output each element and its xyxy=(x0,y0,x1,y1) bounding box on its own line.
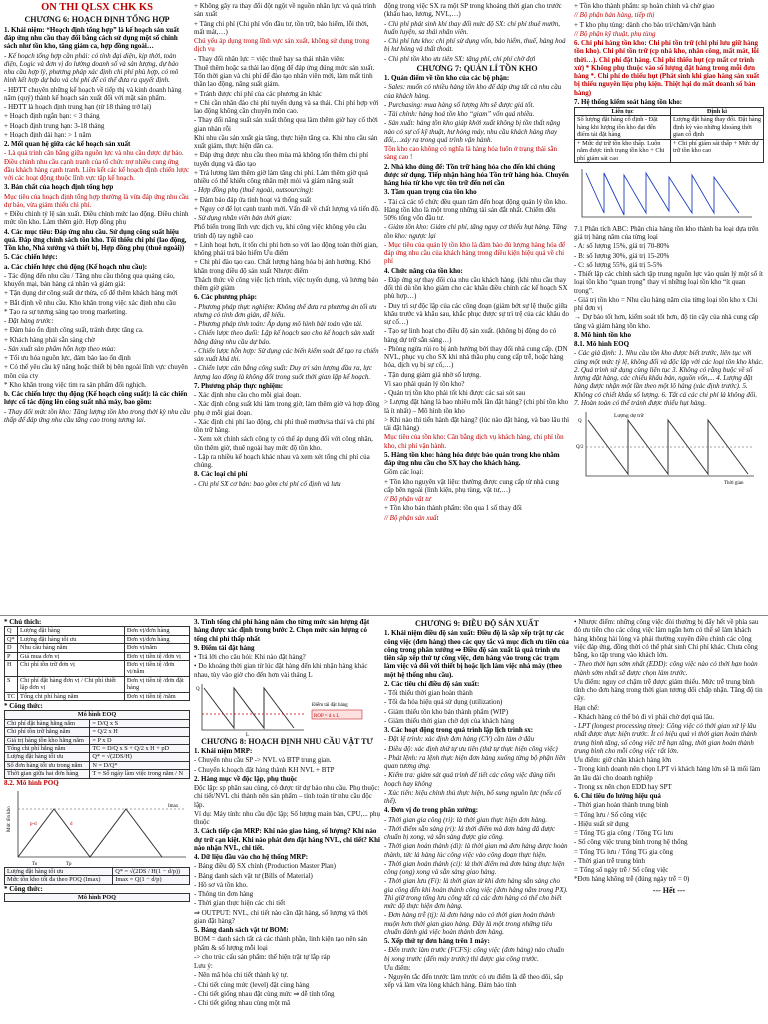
text-line: • Trả lời cho câu hỏi: Khi nào đặt hàng? xyxy=(194,653,306,661)
text-line: - Purchasing: mua hàng số lượng lớn sẽ được giá tốt. xyxy=(384,100,535,109)
text-line: - Quản trị tồn kho phải tốt khi được các sai sót sau xyxy=(384,389,526,398)
text-line: - Tận dụng giảm giá nhờ số lượng. xyxy=(384,370,482,379)
text-line: - Chi phí lưu kho: chi phí sử dụng vốn, bảo hiểm, thuế, hàng hoá bị hư hỏng và thất thoát. xyxy=(384,37,566,54)
text-line: - Số công việc trung bình trong hệ thống xyxy=(574,838,688,847)
text-line: - Đáp ứng sự thay đổi của nhu cầu khách hàng. (khi nhu cầu thay đổi thì dù tồn kho giảm cho các khâu điều chỉnh các kế hoạch SX phù hợp…) xyxy=(384,275,568,301)
chapter-8-heading: CHƯƠNG 8: HOẠCH ĐỊNH NHU CẦU VẬT TƯ xyxy=(201,736,373,746)
bottom-column-4 xyxy=(574,618,764,1022)
inventory-costs xyxy=(574,2,764,106)
text-line: - Tài chính: hàng hoá tồn kho “giam” vốn quá nhiều. xyxy=(384,110,535,119)
text-line: Hạn chế: xyxy=(574,703,600,712)
text-line: - Kiểm tra: giám sát quá trình để tiết các công việc đúng tiến hoạch hay không xyxy=(384,771,556,788)
text-line: = Tổng số ngày trễ / Số công việc xyxy=(574,866,669,874)
poq-chart xyxy=(4,787,190,867)
text-line: Thuê thêm hoặc sa thải lao động để đáp ứng đúng mức sản xuất. Tốn thời gian và chi phí để đào tạo nhân viên mới, làm mất tinh thần lao động, năng suất giảm. xyxy=(194,63,375,89)
table-header: Liên tục xyxy=(575,108,671,116)
text-line: - Chi tiết cùng mức (level) đặt cùng hàng xyxy=(194,980,310,989)
text-line: - Là quá trình cân bằng giữa nguồn lực và nhu cầu được dự báo. Điều chỉnh nhu cầu cạnh tranh của tổ chức trợ nhiều cung ứng đầu khách hàng cạnh tranh. Liên kết các kế hoạch định chiến lược với các hoạt động thuộc lĩnh vực tập kế hoạch. xyxy=(4,149,189,183)
text-line: - Xác định nhu cầu cho mỗi giai đoạn. xyxy=(194,391,302,399)
table-cell: P xyxy=(5,652,18,660)
text-line: Chú yếu áp dụng trong lĩnh vực sản xuất, không sử dụng trong dịch vụ xyxy=(194,37,370,54)
table-header: Mô hình POQ xyxy=(5,894,190,902)
rop-lead: L xyxy=(246,732,250,736)
table-cell: Chi phí tồn trữ hằng năm xyxy=(5,728,90,736)
table-cell: Đơn vị tiền tệ /đơn vị/năm xyxy=(124,660,189,676)
text-line: - Bảng danh sách vật tư (Bills of Material) xyxy=(194,871,313,880)
text-line: + Hoạch định ngắn hạn: < 3 tháng xyxy=(4,112,100,121)
text-line: - HĐTT chuyên những kế hoạch về tiếp thị và kinh doanh hàng năm (quý) thành kế hoạch sản xuất đối với mặt sản phẩm. xyxy=(4,85,182,102)
text-line: - Thiết lập các chính sách tập trung nguồn lực vào quản lý một số ít loại tồn kho “quan trọng” thay vì những loại tồn kho “ít quan trọng”. xyxy=(574,270,763,295)
reorder-point-text xyxy=(194,618,380,679)
column-3 xyxy=(384,2,570,614)
table-cell: Chi phí tồn trữ đơn vị xyxy=(18,660,125,676)
text-line: > Khi nào thì tiến hành đặt hàng? (lúc nào đặt hàng, và bao lâu thì tái đặt hàng) xyxy=(384,415,570,433)
table-cell: TC = D/Q x S + Q/2 x H + pD xyxy=(90,744,190,752)
formulas-title: * Công thức: xyxy=(4,702,43,711)
chart-xlabel: Thời gian xyxy=(724,481,744,487)
text-line: - Trong sx nên chọn EDD hay SPT xyxy=(574,782,672,791)
text-line: Ưu điểm: nguy cơ chậm trễ được giảm thiểu. Mức trễ trung bình tính cho đơn hàng trong thời gian tương đối chấp nhận. Tăng độ tin cậy. xyxy=(574,677,763,703)
text-line: + Bắt định về nhu cầu. Kho khăn trong việc xác định nhu cầu xyxy=(4,298,176,307)
text-line: 6. Chỉ tiêu đo lường hiệu quả xyxy=(574,792,661,800)
text-line: - Đặt lệ trình: xác định đơn hàng (CV) cần làm ở đâu xyxy=(384,735,535,744)
text-line: - Thời điểm sẵn sàng (ri): là thời điểm mà đơn hàng đã được chuẩn bị xong, và sẵn sàng được gia công. xyxy=(384,824,556,842)
table-row xyxy=(5,627,190,635)
abc-and-eoq-text xyxy=(574,225,764,407)
text-line: = Tổng lưu / Số công việc xyxy=(574,810,647,819)
eoq-chart xyxy=(574,408,760,488)
text-line: ⇒ OUTPUT: NVL, chi tiết nào cần đặt hàng, số lượng và thời gian đặt hàng? xyxy=(194,908,368,925)
table-row xyxy=(5,761,190,769)
text-line: 2. Nhà kho dùng để: Tồn trữ hàng hóa cho đến khi chúng được sử dụng. Tiếp nhận hàng hóa Tồn trữ hàng hóa. Chuyển hàng hóa từ kho vực tồn trữ đến nơi cần xyxy=(384,162,569,188)
chapter-7-heading: CHƯƠNG 7: QUẢN LÍ TỒN KHO xyxy=(416,63,538,73)
text-line: 9. Điểm tái đặt hàng xyxy=(194,643,255,652)
table-cell: = P x D xyxy=(90,736,190,744)
text-line: 3. Bản chất của hoạch định tổng hợp xyxy=(4,183,114,192)
text-line: 8. Mô hình tồn kho xyxy=(574,330,631,339)
table-row xyxy=(5,644,190,652)
text-line: - Tối đa hóa hiệu quả sử dụng (utilization) xyxy=(384,698,503,707)
table-cell: Đơn vị tiền tệ /năm xyxy=(124,692,189,700)
text-line: 7. Phương pháp thực nghiệm: xyxy=(194,381,284,390)
text-line: // Bộ phận bán hàng, tiếp thị xyxy=(574,11,655,20)
table-row xyxy=(5,635,190,643)
text-line: - Duy trì sự độc lập của các công đoạn (giảm bớt sự lệ thuộc giữa khâu trước và khâu sau, khắc phục được sự trì trệ của các khâu do sự cố…) xyxy=(384,301,569,327)
text-line: - Phương pháp thực nghiệm: Không thể đưa ra phương án tối ưu nhưng có tính đơn giản, dễ hiểu. xyxy=(194,302,377,319)
table-header: Mô hình EOQ xyxy=(5,711,190,719)
table-cell: = Q/2 x H xyxy=(90,728,190,736)
text-line: - Đến trước làm trước (FCFS): công việc (đơn hàng) nào chuẩn bị xong trước (đến máy trước) thì được gia công trước. xyxy=(384,946,564,963)
poq-slope-pd: p-d xyxy=(30,821,37,827)
table-cell: Đơn vị/năm xyxy=(124,644,189,652)
table-cell: T = Số ngày làm việc trong năm / N xyxy=(90,770,190,778)
notes-title: * Chú thích: xyxy=(4,618,42,626)
table-cell: Số đơn hàng tối ưu trong năm xyxy=(5,761,90,769)
text-line: 2. Các tiêu chí điều độ sản xuất: xyxy=(384,679,480,688)
text-line: - Thời gian trễ trung bình xyxy=(574,856,646,865)
column-4 xyxy=(574,2,764,614)
chart-label-q: Q xyxy=(578,419,582,425)
scheduling-metrics xyxy=(574,618,764,884)
text-line: - Xúc tiến: hiệu chỉnh thủ thực hiện, bổ sung nguồn lực (nếu cố thể). xyxy=(384,788,562,806)
table-cell: Giá trị hàng tồn kho hằng năm xyxy=(5,736,90,744)
text-line: Tồn kho cao không có nghĩa là hàng hóa luôn ở trạng thái sẵn sàng cao ! xyxy=(384,145,558,162)
text-line: 4. Các mục tiêu: Đáp ứng nhu cầu. Sử dụng công suất hiệu quả. Đáp ứng chính sách tồn kho. Tối thiểu chi phí (lao động, Tồn kho, Nhà xưởng và thiết bị, Hợp đồng phụ (thuê ngoài)) xyxy=(4,227,187,253)
text-line: + Tồn kho bán thành phẩm: tồn qua 1 số thay đổi xyxy=(384,504,522,513)
text-line: - Đặt hàng trước: xyxy=(4,317,54,326)
text-line: - Thay đổi nhân lực = việc thuê hay sa thải nhân viên: xyxy=(194,54,345,63)
table-cell: Tổng chi phí hằng năm xyxy=(5,744,90,752)
text-line: - Tối thiểu thời gian hoàn thành xyxy=(384,689,473,698)
table-row xyxy=(575,139,764,162)
text-line: - Các giả định: 1. Nhu cầu tồn kho được biết trước, liên tục với cùng một mức tỷ lệ, không đổi và độc lập với các loại tồn kho khác. 2. Quá trình sử dụng cùng liên tục 3. Không có rằng buộc về số lượng đặt hàng, các chiếu khấu bán, nguồn vốn,... 4. Lượng đặt hàng được nhận một lần theo một lô hàng (xác định trước). 5. Không có chiết khấu số lượng. 6. Tất cả các chi phí là không đổi. 7. Hoàn toàn có thể tránh được thiếu hụt hàng. xyxy=(574,349,764,407)
table-cell: Đơn vị/đơn hàng xyxy=(124,627,189,635)
table-cell: Chi phí đặt hàng hằng năm xyxy=(5,719,90,727)
text-line: - Chuyển nhu cầu SP -> NVL và BTP trung gian. xyxy=(194,756,332,765)
text-line: Ưu điểm: xyxy=(384,963,411,972)
text-line: 5. Hàng tồn kho: hàng hóa được bảo quản trong kho nhằm đáp ứng nhu cầu cho SX hay cho khách hàng. xyxy=(384,450,560,468)
text-line: + Tồn kho thành phẩm: sp hoàn chỉnh và chờ giao xyxy=(574,2,715,10)
text-line: 3. Cách tiếp cận MRP: Khi nào giao hàng, số lượng? Khi nào dự trữ cạn kiệt. Khi nào phát đơn đặt hàng NVL, chi tiết? Khi nào nhận NVL, chi tiết. xyxy=(194,827,380,852)
table-cell: Tổng chi phí hàng năm xyxy=(18,692,125,700)
poq-header-table xyxy=(4,893,190,902)
text-line: -> cho trúc cấu sản phẩm: thể hiện trật tự lắp ráp xyxy=(194,952,331,961)
text-line: - Tài cả các tổ chức đều quan tâm đến hoạt động quản lý tồn kho. Hàng tồn kho là một trong những tài sản đắt nhất. Chiếm đến 50% tổng vốn đầu tư. xyxy=(384,197,567,223)
text-line: - Giảm thiểu thời gian chờ đợi của khách hàng xyxy=(384,716,515,725)
text-line: Vì sao phải quản lý tồn kho? xyxy=(384,379,465,388)
table-row xyxy=(5,652,190,660)
table-cell: Q xyxy=(5,627,18,635)
text-line: * Kho khăn trong việc tìm ra sản phẩm đối nghịch. xyxy=(4,380,147,389)
text-line: - Chi phí tồn kho ưu tiên SX: tăng phí, chi phí chờ đợi xyxy=(384,54,536,63)
text-line: + Khách hàng phải sẵn sàng chờ xyxy=(4,335,95,344)
table-row xyxy=(5,753,190,761)
text-line: Thách thức về công việc lịch trình, việc tuyển dụng, và lương bảo thêm giờ giảm xyxy=(194,275,379,292)
table-row xyxy=(5,770,190,778)
table-row xyxy=(5,736,190,744)
text-line: Khi nhu cầu sản xuất gia tăng, thực hiện tăng ca. Khi nhu cầu sản xuất giảm, thực hiện dãn ca. xyxy=(194,133,378,150)
text-line: - Phương pháp tính toán: Áp dụng mô hình bài toán vận tải. xyxy=(194,320,363,328)
column-1 xyxy=(4,2,190,614)
text-line: - Giá trị tồn kho = Nhu cầu hàng năm của từng loại tồn kho x Chi phí đơn vị xyxy=(574,295,758,313)
text-line: a. Các chiến lược chủ động (Kế hoạch nhu cầu): xyxy=(4,262,148,271)
text-line: - Chiến lược theo đuổi: Lập kế hoạch sao cho kế hoạch sản xuất bằng đúng nhu cầu dự báo. xyxy=(194,329,375,346)
table-cell: Q* = √(2DS/H) xyxy=(90,753,190,761)
text-line: + Đáp ứng được nhu cầu theo mùa mà không tốn thêm chi phí tuyển dụng và đào tạo xyxy=(194,151,369,168)
text-line: = Tổng TG gia công / Tổng TG lưu xyxy=(574,829,673,837)
chart-label-q2: Q/2 xyxy=(576,445,584,451)
chapter-6-heading: CHƯƠNG 6: HOẠCH ĐỊNH TỔNG HỢP xyxy=(24,15,170,25)
table-cell: Lượng đặt hàng xyxy=(18,627,125,635)
text-line: 5. Xếp thứ tự đơn hàng trên 1 máy: xyxy=(384,937,490,946)
text-line: - Sản xuất sản phẩm hỗn hợp theo mùa: xyxy=(4,344,116,353)
text-line: > Lượng đặt hàng là bao nhiêu mỗi lần đặt hàng? (chi phí tồn kho là ít nhất) – Mô hình tồn kho xyxy=(384,398,569,415)
text-line: - Giảm thiểu tồn kho bán thành phẩm (WIP) xyxy=(384,707,509,716)
text-line: 2. Hàng mục về độc lập, phụ thuộc xyxy=(194,774,298,783)
text-line: 8.1. Mô hình EOQ xyxy=(574,340,630,349)
text-line: 1. Khái niệm MRP: xyxy=(194,747,253,756)
text-line: + Có thể yêu cầu kỹ năng hoặc thiết bị bên ngoài lĩnh vực chuyên môn của cty xyxy=(4,363,188,380)
text-line: + Hoạch định dài hạn: > 1 năm xyxy=(4,130,92,139)
text-line: 1. Khái niệm điều độ sản xuất: Điều độ là sắp xếp trật tự các công việc (đơn hàng) theo các quy tắc và mục đích ưu tiên của công trong phân xưởng ⇒ Điều độ sản xuất là quá trình ưu tiên sắp xếp thứ tự công việc, đơn hàng vào trong các trạm làm việc và đối với thiết bị hoặc lịch làm việc nhà máy (theo một hệ thống nhu cầu). xyxy=(384,629,569,679)
formulas-title-2: * Công thức: xyxy=(4,884,43,893)
table-row xyxy=(5,728,190,736)
chapter-9-heading: CHƯƠNG 9: ĐIỀU ĐỘ SẢN XUẤT xyxy=(415,619,539,628)
text-line: - Chi tiết giống nhau đặt cùng mức ⇒ dễ tính tổng xyxy=(194,989,335,998)
text-line: + Nguy cơ để lọt cạnh tranh mới. Vấn đề về chất lượng và tiến độ. xyxy=(194,204,380,213)
table-cell: = D/Q x S xyxy=(90,719,190,727)
table-cell: Giá mua đơn vị xyxy=(18,652,125,660)
text-line: - Mục tiêu của quản lý tồn kho là đảm bảo đủ lượng hàng hóa để đáp ứng nhu cầu của khách hàng trong điều kiện hiệu quả về chi phí xyxy=(384,240,566,266)
table-cell: H xyxy=(5,660,18,676)
text-line: + Tận dụng dư công suất dư thừa, cố để thêm khách hàng mới xyxy=(4,289,178,298)
text-line: - Lập ra nhiều kế hoạch khác nhau và xem xét tổng chi phí của chúng. xyxy=(194,452,370,469)
poq-formula-label: Lượng đặt hàng tối ưu xyxy=(5,867,113,875)
text-line: + Không gây ra thay đổi đột ngột về nguồn nhân lực và quá trình sản xuất xyxy=(194,2,376,19)
text-line: - Xem xét chính sách công ty có thể áp dụng đối với công nhân, tồn thêm giờ, thuê ngoài hay mức độ tồn kho. xyxy=(194,435,373,452)
sawtooth-chart-continuous xyxy=(574,163,760,225)
table-cell: D xyxy=(5,644,18,652)
text-line: - Hợp đồng phụ (thuê ngoài, outsourcing): xyxy=(194,186,314,195)
text-line: - Thời gian lưu (Fi): là thời gian từ khi đơn hàng sẵn sàng cho gia công đến khi hoàn thành công việc (đơn hàng nằm trong PX). Thì giữ trong tổng lưu công tất cả các đơn hàng có thể cho biết mức độ thực hiện đơn hàng. xyxy=(384,877,568,911)
text-line: - Đơn hàng trễ (tj): là đơn hàng nào có thời gian hoàn thành muộn hơn thời gian giao hàng. Đây là một trong những tiêu chuẩn đánh giá việc hoàn thành đơn hàng. xyxy=(384,911,555,936)
text-line: - Chiến lược cân bằng công suất: Duy trì sản lượng đầu ra, lực lượng lao động là không đổi trong suốt thời gian lập kế hoạch. xyxy=(194,364,372,381)
text-line: + Điều chỉnh tỷ lệ sản xuất. Điều chỉnh mức lao động. Điều chỉnh mức tồn kho. Làm thêm giờ. Hợp đồng phụ xyxy=(4,210,189,227)
text-line: Ví dụ: Máy tính: nhu cầu độc lập; Số lượng main bàn, CPU,... phụ thuộc xyxy=(194,809,380,827)
text-line: + Tránh được chi phí của các phương án khác xyxy=(194,89,322,98)
text-line: 3. Các hoạt động trong quá trình lập lịch trình sx: xyxy=(384,726,534,735)
text-line: 4. Chức năng của tồn kho: xyxy=(384,266,463,275)
text-line: - Điều độ: xác định thứ tự ưu tiên (thứ tự thực hiện công việc) xyxy=(384,744,558,753)
text-line: Mục tiêu của hoạch định tổng hợp thường là vừa đáp ứng nhu cầu dự báo, vừa giảm thiểu chi phí. xyxy=(4,192,189,209)
cost-types xyxy=(384,2,570,63)
poq-formula-label: Mức tồn kho tối đa theo POQ (Imax) xyxy=(5,876,113,884)
text-line: * Tạo ra sự tương sáng tạo trong marketing. xyxy=(4,307,127,316)
text-line: - HĐTT là hoạch định trung hạn (từ 18 tháng trở lại) xyxy=(4,103,152,112)
text-line: 1. Khái niệm: “Hoạch định tổng hợp” là kế hoạch sản xuất đáp ứng nhu cầu thay đổi bằng cách sử dụng một số chính sách như tồn kho, tăng giảm ca, hợp đồng ngoài… xyxy=(4,25,180,51)
text-line: - Xác định công suất khi làm trong giờ, làm thêm giờ và hợp đồng phụ ở mỗi giai đoạn. xyxy=(194,400,380,417)
text-line: - Hồ sơ và tồn kho. xyxy=(194,880,248,889)
text-line: - Sales: muốn có nhiều hàng tồn kho để đáp ứng tất cả nhu cầu của khách hàng. xyxy=(384,83,562,100)
poq-formula-table xyxy=(4,867,190,885)
text-line: - Thời gian hoàn thành (ci): là thời điểm mà đơn hàng thực hiện công (ong) xong và sẵn sàng giao hàng. xyxy=(384,859,565,877)
text-line: Mục tiêu của tồn kho: Cân bằng dịch vụ khách hàng, chi phí tồn kho, chi phí vận hành. xyxy=(384,433,564,450)
text-line: 5. Bảng danh sách vật tư BOM: xyxy=(194,926,289,935)
table-cell: Đơn vị tiền tệ /đơn vị xyxy=(124,652,189,660)
table-row xyxy=(5,692,190,700)
table-cell: Q* xyxy=(5,635,18,643)
text-line: Lưu ý: xyxy=(194,962,213,971)
text-line: BOM = danh sách tất cả các thành phần, linh kiện tạo nên sản phẩm & số lượng mỗi loại xyxy=(194,935,368,952)
table-header: Định kì xyxy=(670,108,763,116)
text-line: - Chi phí SX cơ bản: bao gồm chi phí cố định và lưu xyxy=(194,479,341,488)
text-line: 4. Đơn vị đo trong phân xưởng: xyxy=(384,806,479,815)
section-divider xyxy=(0,615,768,616)
text-line: Ưu điểm: giữ chân khách hàng lớn xyxy=(574,756,672,764)
text-line: - A: số lượng 15%, giá trị 70-80% xyxy=(574,242,670,251)
text-line: - Nên mã hóa chi tiết thành ký tự. xyxy=(194,971,289,980)
poq-formula-q: Q* = √(2DS / H(1 − d/p)) xyxy=(113,867,190,875)
text-line: // Bộ phận sản xuất xyxy=(384,513,439,522)
table-cell: + Mức dự trữ tồn kho thấp. Luôn nắm được tình trạng tồn kho + Chi phí giám sát cao xyxy=(575,139,671,162)
text-line: - Chi phí phát sinh khi thay đổi mức độ SX: chi phí thuê mướn, huấn luyện, sa thải nhân viên. xyxy=(384,19,561,36)
text-line: + T kho phụ tùng: dành cho bảo trì/chăm/vận hành xyxy=(574,20,716,29)
text-line: Độc lập: sp phân sau cùng, có được từ dự báo nhu cầu. Phụ thuộc: chi tiết/NVL chi thành nên sản phẩm – tính toán từ nhu cầu độc lập. xyxy=(194,784,380,809)
table-cell: Chi phí đặt hàng đơn vị / Chi phí thiết lập đơn vị xyxy=(18,676,125,692)
table-cell: TC xyxy=(5,692,18,700)
table-cell: N = D/Q* xyxy=(90,761,190,769)
poq-t0: To xyxy=(32,861,38,867)
text-line: // Bộ phận kỹ thuật, phụ tùng xyxy=(574,29,656,38)
text-line: - Thông tin đơn hàng xyxy=(194,890,254,899)
text-line: - Kế hoạch tổng hợp cần phải: có tính đại diện, kịp thời, toàn diện, Logic và đơn vị đo lường doanh số và sản lượng, dự báo nhu cầu hợp lý, phương pháp xác định chi phí phù hợp, có mô hình kết hợp dự báo và chi phí để có thể đưa ra quyết định. xyxy=(4,51,179,85)
text-line: + Tồn kho nguyên vật liệu: thường được cung cấp từ nhà cung cấp bên ngoài (linh kiện, phụ tùng, vật tư,…) xyxy=(384,477,560,494)
rop-label: Điểm tái đặt hàng xyxy=(312,702,348,708)
text-line: - Thay đổi mức tồn kho: Tăng lượng tồn kho trong thời kỳ nhu cầu thấp để đáp ứng nhu cầu tăng cao trong tương lai. xyxy=(4,407,190,424)
text-line: + Tối ưu hóa nguồn lực, đảm bảo lao ổn định xyxy=(4,354,131,363)
text-line: 2. Mối quan hệ giữa các kế hoạch sản xuất xyxy=(4,140,131,149)
table-row xyxy=(5,676,190,692)
text-line: - Phát lệnh: ra lệnh thực hiện đơn hàng xuống từng bộ phận liên quan tương ứng. xyxy=(384,753,566,771)
text-line: 8. Các loại chi phí xyxy=(194,470,248,479)
text-line: - Khách hàng có thể bỏ đi vì phải chờ đợi quá lâu. xyxy=(574,712,715,721)
text-line: - Sản xuất: hàng tồn kho giúp khởi xuất không bị tồn thất nặng nào có sự cố kỹ thuật, hư hỏng máy, nhu cầu khách hàng thay đổi,…xảy ra trong quá trình vận hành. xyxy=(384,119,561,144)
text-line: - Theo thời hạn sớm nhất (EDD): công việc nào có thời hạn hoàn thành sớm nhất sẽ được chọn làm trước. xyxy=(574,660,758,677)
text-line: 6. Các phương pháp: xyxy=(194,293,257,302)
chapter-8-body xyxy=(194,747,380,1007)
text-line: 5. Các chiến lược: xyxy=(4,253,58,262)
text-line: - Xác định chi phí lao động, chi phí thuê mướn/sa thải và chi phí tồn trữ hàng. xyxy=(194,417,375,434)
rop-formula: ROP = d x L xyxy=(314,713,340,719)
page-title: ÔN THI QLSX CHK KS xyxy=(41,2,153,13)
bottom-column-3 xyxy=(384,618,570,1022)
text-line: - LPT (longest processing time): Công việc có thời gian xử lý lâu nhất được thực hiện trước. Ít có hiệu quả vì thời gian hoàn thành trung bình tăng, số công việc trễ hạn tăng, thời gian hoàn thành trung bình cho mỗi công việc rất lớn. xyxy=(574,722,757,755)
text-line: → Dự báo tốt hơn, kiểm soát tốt hơn, độ tin cậy của nhà cung cấp tăng và giảm hàng tồn kho. xyxy=(574,313,759,330)
table-cell: + Chi phí giám sát thấp + Mức dự trữ tồn kho cao xyxy=(670,139,763,162)
text-line: 7.1 Phân tích ABC: Phân chia hàng tồn kho thành ba loại dựa trên giá trị hàng năm của từng loại xyxy=(574,224,759,242)
text-line: Phổ biến trong lĩnh vực dịch vụ, khi công việc không yêu cầu trình độ tay nghề cao xyxy=(194,223,367,240)
table-cell: Đơn vị tiền tệ /đơn đặt hàng xyxy=(124,676,189,692)
text-line: - Phòng ngừa rủi ro bị ảnh hưởng bởi thay đổi nhà cung cấp. (DN NVL, phục vụ cho SX khi nhà thầu phụ cung cấp trễ, hoặc hàng hóa, dịch vụ bị sự cố,…) xyxy=(384,344,568,370)
poq-title: 8.2. Mô hình POQ xyxy=(4,778,59,787)
text-line: - Tác động đến nhu cầu / Tăng nhu cầu thông qua quảng cáo, khuyến mại, bán hàng cá nhân và giảm giá: xyxy=(4,271,175,289)
bottom-column-2 xyxy=(194,618,380,1022)
poq-ylabel: Mức tồn kho xyxy=(7,806,12,832)
text-line: - Thời gian hoàn thành trung bình xyxy=(574,801,669,810)
rop-q: Q xyxy=(196,686,200,692)
table-cell: Thời gian giữa hai đơn hàng xyxy=(5,770,90,778)
table-cell: Số lượng đặt hàng cố định - Đặt hàng khi lượng tồn kho đạt đến điểm tái đặt hàng xyxy=(575,116,671,139)
poq-slope-d: d xyxy=(70,821,73,827)
poq-formula-imax: Imax = Q(1 − d/p) xyxy=(113,876,190,884)
text-line: 1. Quản điểm về tồn kho của các bộ phận: xyxy=(384,74,510,83)
text-line: • Nhược điểm: những công việc đòi thường bị đẩy hết về phía sau đó ưu tiên cho các công việc làm ngắn hơn có thể sẽ làm khách hàng không hài lòng và phải thường xuyên điều chỉnh các công việc đáp ứng, đồng thời có thể phát sinh Chi phí khác. Chưa công bằng, ko tập trung vào khách lớn. xyxy=(574,618,759,659)
text-line: 4. Dữ liệu đầu vào cho hệ thống MRP: xyxy=(194,853,309,862)
text-line: - Chuyển k.hoạch đặt hàng thành KH NVL + BTP xyxy=(194,765,335,774)
chapter-9-body xyxy=(384,629,570,989)
inventory-control-table xyxy=(574,107,764,163)
text-line: + Hoạch định trung hạn: 3-18 tháng xyxy=(4,121,105,130)
text-line: = Tổng TG lưu / Tổng TG gia công xyxy=(574,847,673,856)
column-2 xyxy=(194,2,380,614)
table-cell: Lượng đặt hàng thay đổi. Đặt hàng định kỳ vào những khoảng thời gian cố định xyxy=(670,116,763,139)
text-line: - Thời gian hoàn thành (di): là thời gian mà đơn hàng được hoàn thành, tức là hàng lúc công việc vào công đoạn thực hiện. xyxy=(384,842,568,859)
chapter-6-body-cont xyxy=(194,2,380,488)
text-line: Gồm các loại: xyxy=(384,468,424,477)
text-line: - Tạo sự linh hoạt cho điều độ sản xuất. (không bị động do có hàng dự trữ sẵn sàng…) xyxy=(384,327,557,344)
text-line: - B: số lượng 30%, giá trị 15-20% xyxy=(574,251,670,260)
text-line: - Chi tiết giống nhau cùng một mã xyxy=(194,999,291,1008)
symbol-legend-table xyxy=(4,626,190,701)
table-cell: Lượng đặt hàng tối ưu xyxy=(5,753,90,761)
text-line: - Giảm tồn kho: Giảm chi phí, tăng nguy cơ thiếu hụt hàng. Tăng tồn kho: ngược lại xyxy=(384,223,567,240)
text-line: động trong việc SX ra một SP trong khoảng thời gian cho trước (khấu hao, lương, NVL,…) xyxy=(384,2,562,19)
poq-imax: Imax xyxy=(168,803,179,809)
text-line: 6. Chi phí hàng tồn kho: Chi phí tồn trữ (chi phí lưu giữ hàng tồn kho). Chi phí tồn trữ (cp nhà kho, nhân công, mất mát, lỗi thời…). Chi phí đặt hàng. Chi phí thiếu hụt (cp mất cơ trình xử) * Không phụ thuộc vào số lượng đặt hàng trong mỗi đơn hàng *. Chi phí do thiếu hụt (Phát sinh khi giao hàng sản xuất bị thiếu nguyên liệu phụ kiện. Thiệt hại do mất doanh số bán hàng) xyxy=(574,39,760,97)
text-line: + Trả lương làm thêm giờ làm tăng chi phí. Làm thêm giờ quá nhiều có thể khiến công nhân mệt mỏi và giảm năng suất xyxy=(194,168,368,185)
table-row xyxy=(5,660,190,676)
poq-tp: Tp xyxy=(66,861,72,867)
table-row xyxy=(5,719,190,727)
text-line: - Chiến lược hỗn hợp: Sử dụng các biến kiểm soát để tạo ra chiến sản xuất khả thi. xyxy=(194,346,379,363)
text-line: - Nguyên tắc đến trước làm trước có ưu điểm là dễ theo dõi, sắp xếp và làm vừa lòng khách hàng. Đảm bảo tính xyxy=(384,973,564,990)
table-row xyxy=(5,744,190,752)
text-line: - Thay đổi năng suất sản xuất thông qua làm thêm giờ hay cố thời gian nhàn rỗi xyxy=(194,116,378,133)
text-line: 7. Hệ thống kiểm soát hàng tồn kho: xyxy=(574,97,683,106)
text-line: + Đảm bảo ổn định công suất, tránh được tăng ca. xyxy=(4,326,144,335)
text-line: • Do khoảng thời gian từ lúc đặt hàng đến khi nhận hàng khác nhau, tùy vào giờ cho đến hơn vài tháng L xyxy=(194,662,368,679)
text-line: - Hiệu suất sử dụng xyxy=(574,819,629,828)
text-line: *Đơn hàng không trễ (đúng ngày trễ = 0) xyxy=(574,875,690,884)
text-line: - C: số lượng 55%, giá trị 5-5% xyxy=(574,260,663,269)
text-line: 3. Tầm quan trọng của tồn kho xyxy=(384,188,477,197)
text-line: + Đảm bảo đáp ứa tình hoạt và thống suất xyxy=(194,195,312,204)
text-line: + Linh hoạt hơn, ít tốn chi phí hơn so với lao động toàn thời gian, không phải trả bảo hiểm Ưu điểm xyxy=(194,240,378,257)
text-line: + Chi cần nhân đào chi phí tuyển dụng và sa thải. Chi phí hợp với lao động không cần chuyên môn cao. xyxy=(194,98,379,115)
text-line: // Bộ phận vật tư xyxy=(384,495,431,504)
text-line: - Bảng điều độ SX chính (Production Master Plan) xyxy=(194,862,336,871)
text-line: - Sử dụng nhân viên bán thời gian: xyxy=(194,214,292,222)
text-line: - Thời gian gia công (ri): là thời gian thực hiện đơn hàng. xyxy=(384,815,547,824)
table-cell: Lượng đặt hàng tối ưu xyxy=(18,635,125,643)
chart-title: Lượng dự trữ xyxy=(614,413,644,420)
end-marker: --- Hết --- xyxy=(652,885,686,895)
chapter-7-body xyxy=(384,74,570,522)
text-line: - Trong kinh doanh nên chọn LPT vì khách hàng lớn sẽ là mối làm ăn lâu dài cho doanh nghiệp xyxy=(574,765,761,782)
table-cell: Nhu cầu hàng năm xyxy=(18,644,125,652)
text-line: + Tăng chi phí (Chi phí vốn đầu tư, tồn trữ, bảo hiểm, lỗi thời, mất mát,…) xyxy=(194,19,369,36)
text-line: b. Các chiến lược thụ động (Kế hoạch công suất): là các chiến lược cố tác động lên công suất nhà máy, bao gồm: xyxy=(4,390,188,407)
bottom-column-1 xyxy=(4,618,190,1022)
table-cell: S xyxy=(5,676,18,692)
reorder-point-chart xyxy=(194,680,380,736)
chapter-6-body xyxy=(4,26,190,424)
text-line: 3. Tính tổng chi phí hàng năm cho từng mức sản lượng đặt hàng được xác định trong bước 2. Chọn mức sản lượng có tổng chi phí thấp nhất xyxy=(194,618,370,643)
table-cell: Đơn vị/đơn hàng xyxy=(124,635,189,643)
table-row xyxy=(575,116,764,139)
eoq-formula-table xyxy=(4,710,190,778)
text-line: - Thời gian thực hiện các chi tiết xyxy=(194,899,286,908)
text-line: + Chi phí đào tạo cao. Chất lượng hàng hóa bị ảnh hưởng. Khó khăn trong điều độ sản xuất Nhược điểm xyxy=(194,258,371,275)
